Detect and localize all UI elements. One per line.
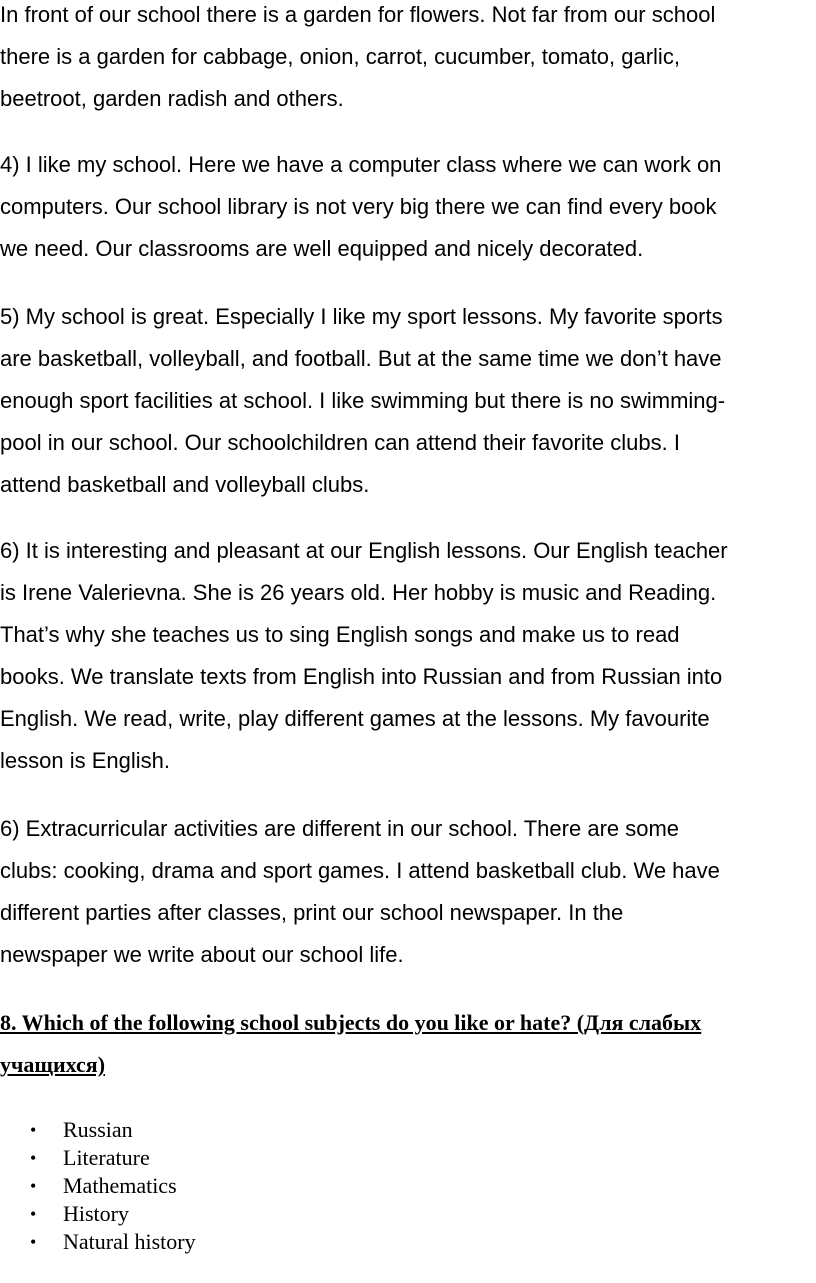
subjects-list xyxy=(0,1116,196,1256)
paragraph-line: books. We translate texts from English into Russian and from Russian into xyxy=(0,664,723,689)
paragraph-line: That’s why she teaches us to sing English songs and make us to read xyxy=(0,622,680,647)
paragraph-line: 5) My school is great. Especially I like my sport lessons. My favorite sports xyxy=(0,304,723,329)
paragraph-line: 6) It is interesting and pleasant at our English lessons. Our English teacher xyxy=(0,538,728,563)
subject-label: History xyxy=(63,1201,129,1226)
paragraph-line: newspaper we write about our school life. xyxy=(0,942,404,967)
paragraph-line: 6) Extracurricular activities are different in our school. There are some xyxy=(0,816,680,841)
list-item xyxy=(0,1116,196,1144)
paragraph-line: 4) I like my school. Here we have a computer class where we can work on xyxy=(0,152,722,177)
question-heading xyxy=(0,1002,816,1086)
list-item xyxy=(0,1200,196,1228)
bullet-icon: • xyxy=(30,1120,37,1140)
paragraph-line: attend basketball and volleyball clubs. xyxy=(0,472,370,497)
bullet-icon: • xyxy=(30,1176,37,1196)
paragraph-garden xyxy=(0,0,816,120)
paragraph-line: beetroot, garden radish and others. xyxy=(0,86,344,111)
paragraph-extracurricular xyxy=(0,808,816,976)
paragraph-line: pool in our school. Our schoolchildren can attend their favorite clubs. I xyxy=(0,430,680,455)
paragraph-line: are basketball, volleyball, and football. But at the same time we don’t have xyxy=(0,346,722,371)
paragraph-line: computers. Our school library is not very big there we can find every book xyxy=(0,194,717,219)
paragraph-sport xyxy=(0,296,816,506)
question-heading-line: учащихся) xyxy=(0,1052,106,1077)
paragraph-line: In front of our school there is a garden for flowers. Not far from our school xyxy=(0,2,716,27)
paragraph-line: there is a garden for cabbage, onion, carrot, cucumber, tomato, garlic, xyxy=(0,44,680,69)
subject-label: Russian xyxy=(63,1117,133,1142)
paragraph-line: lesson is English. xyxy=(0,748,170,773)
paragraph-line: different parties after classes, print our school newspaper. In the xyxy=(0,900,624,925)
bullet-icon: • xyxy=(30,1204,37,1224)
list-item xyxy=(0,1144,196,1172)
paragraph-line: we need. Our classrooms are well equipped and nicely decorated. xyxy=(0,236,644,261)
list-item xyxy=(0,1172,196,1200)
subject-label: Natural history xyxy=(63,1229,196,1254)
paragraph-line: enough sport facilities at school. I like swimming but there is no swimming- xyxy=(0,388,726,413)
paragraph-line: clubs: cooking, drama and sport games. I attend basketball club. We have xyxy=(0,858,720,883)
paragraph-computer-class xyxy=(0,144,816,270)
bullet-icon: • xyxy=(30,1232,37,1252)
subject-label: Literature xyxy=(63,1145,150,1170)
paragraph-line: is Irene Valerievna. She is 26 years old. Her hobby is music and Reading. xyxy=(0,580,717,605)
bullet-icon: • xyxy=(30,1148,37,1168)
question-heading-line: 8. Which of the following school subjects do you like or hate? (Для слабых xyxy=(0,1010,702,1035)
paragraph-english-lessons xyxy=(0,530,816,782)
subject-label: Mathematics xyxy=(63,1173,177,1198)
paragraph-line: English. We read, write, play different games at the lessons. My favourite xyxy=(0,706,710,731)
list-item xyxy=(0,1228,196,1256)
